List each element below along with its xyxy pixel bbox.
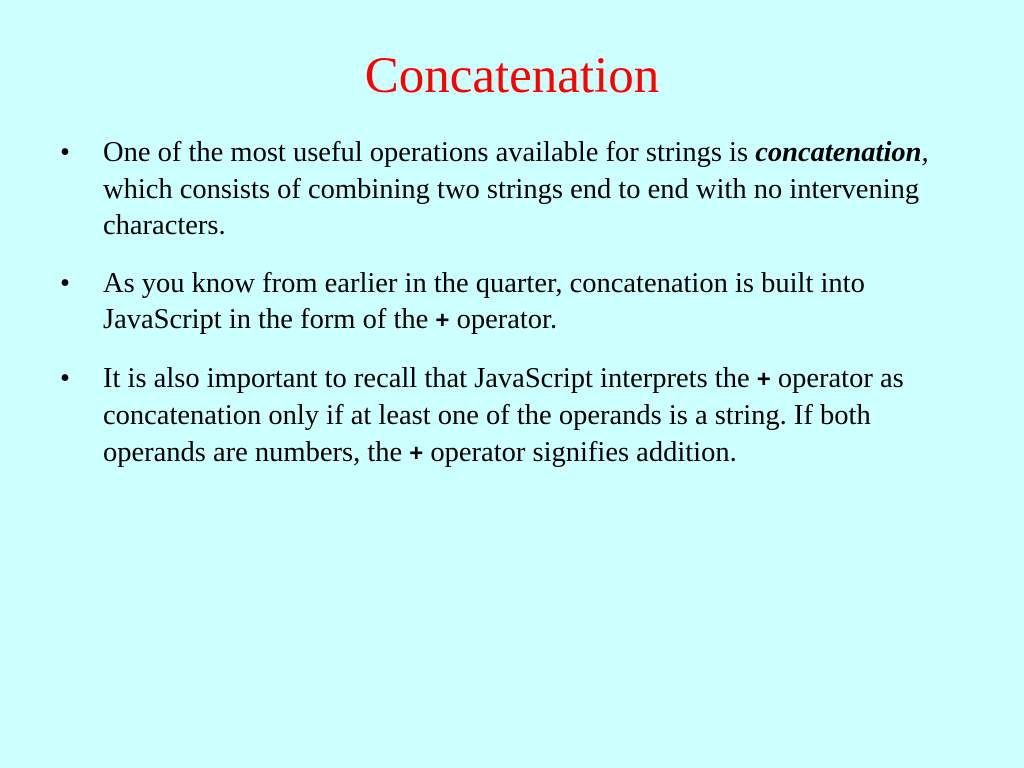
bullet-text: It is also important to recall that JavaScript interprets the [103,362,757,394]
plus-operator: + [435,307,450,334]
bullet-icon: • [60,137,70,168]
bullet-text: operator signifies addition. [423,436,737,468]
bullet-text: As you know from earlier in the quarter, concatenation is built into JavaScript in the form of the [103,267,865,335]
slide-title: Concatenation [364,48,660,104]
bullet-text: operator. [449,304,558,335]
plus-operator: + [756,365,771,393]
bullet-text: One of the most useful operations available for strings is [103,137,756,168]
bullet-text: operator as concatenation only if at least one of the operands is a string. If both operands are numbers, the [103,362,904,468]
plus-operator: + [409,439,424,467]
bullet-punctuation: , [921,137,929,168]
bullet-list [60,135,960,493]
bullet-icon: • [60,267,70,299]
emphasized-term: concatenation [755,137,922,168]
bullet-item-2 [60,266,960,340]
bullet-item-1 [60,135,960,245]
bullet-item-3 [60,361,960,473]
bullet-text: which consists of combining two strings end to end with no intervening characters. [103,173,920,241]
bullet-icon: • [60,362,70,394]
